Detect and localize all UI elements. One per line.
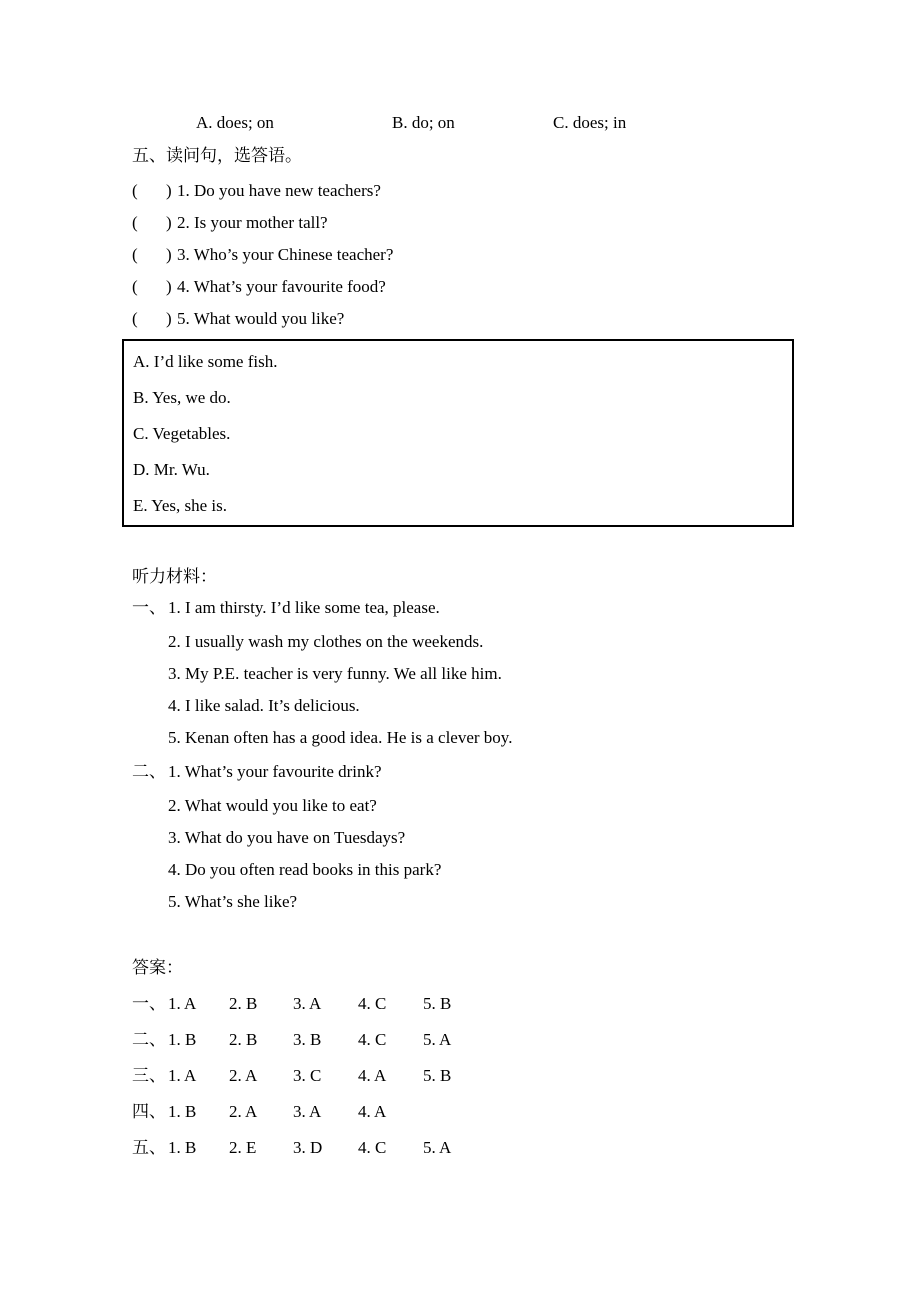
answer-key-item: 1. A — [168, 1066, 197, 1085]
listening-item: 1. What’s your favourite drink? — [168, 762, 382, 781]
answer-key-row — [0, 1066, 920, 1086]
answer-key-item: 5. B — [423, 1066, 452, 1085]
answer-key-row — [0, 1102, 920, 1122]
answer-key-item: 3. A — [293, 1102, 322, 1121]
answer-key-item: 3. B — [293, 1030, 322, 1049]
question-row — [0, 309, 920, 329]
answer-choice: C. Vegetables. — [133, 424, 231, 443]
answer-choice: A. I’d like some fish. — [133, 352, 278, 371]
answer-key-row — [0, 1030, 920, 1050]
answer-paren-open: ( — [132, 245, 138, 264]
answer-key-item: 2. A — [229, 1066, 258, 1085]
answer-paren-open: ( — [132, 277, 138, 296]
answer-key-item: 1. B — [168, 1030, 197, 1049]
listening-item: 4. I like salad. It’s delicious. — [168, 696, 360, 715]
answer-key-item: 2. B — [229, 1030, 258, 1049]
listening-heading: 听力材料： — [132, 567, 217, 586]
answer-paren-close: ) — [166, 213, 172, 232]
answer-key-label: 一、 — [132, 994, 166, 1013]
answer-key-label: 三、 — [132, 1066, 166, 1085]
question-row — [0, 213, 920, 233]
question-row — [0, 277, 920, 297]
question-text: 5. What would you like? — [177, 309, 345, 328]
answer-key-item: 5. A — [423, 1138, 452, 1157]
answer-key-item: 1. A — [168, 994, 197, 1013]
answer-key-item: 3. D — [293, 1138, 323, 1157]
answer-key-item: 1. B — [168, 1102, 197, 1121]
answer-key-label: 二、 — [132, 1030, 166, 1049]
answer-key-item: 4. C — [358, 1030, 387, 1049]
listening-item: 2. What would you like to eat? — [168, 796, 377, 815]
option-b: B. do; on — [392, 113, 455, 132]
answer-key-row — [0, 994, 920, 1014]
answer-key-label: 五、 — [132, 1138, 166, 1157]
question-text: 4. What’s your favourite food? — [177, 277, 386, 296]
answer-key-item: 4. A — [358, 1102, 387, 1121]
answer-key-item: 5. B — [423, 994, 452, 1013]
answer-paren-open: ( — [132, 181, 138, 200]
answer-key-item: 1. B — [168, 1138, 197, 1157]
answer-key-item: 4. A — [358, 1066, 387, 1085]
answer-key-item: 3. C — [293, 1066, 322, 1085]
question-text: 2. Is your mother tall? — [177, 213, 328, 232]
answer-paren-close: ) — [166, 245, 172, 264]
answer-paren-close: ) — [166, 309, 172, 328]
answer-key-row — [0, 1138, 920, 1158]
question-text: 1. Do you have new teachers? — [177, 181, 381, 200]
answer-paren-open: ( — [132, 309, 138, 328]
question-text: 3. Who’s your Chinese teacher? — [177, 245, 394, 264]
answer-key-item: 4. C — [358, 1138, 387, 1157]
option-a: A. does; on — [196, 113, 274, 132]
listening-item: 5. Kenan often has a good idea. He is a clever boy. — [168, 728, 513, 747]
listening-part2-label: 二、 — [132, 762, 166, 781]
listening-item: 3. My P.E. teacher is very funny. We all like him. — [168, 664, 502, 683]
answer-paren-close: ) — [166, 181, 172, 200]
answer-choice: E. Yes, she is. — [133, 496, 227, 515]
answer-choices-box — [122, 339, 794, 527]
answer-key-item: 2. E — [229, 1138, 257, 1157]
answer-paren-close: ) — [166, 277, 172, 296]
answer-choice: B. Yes, we do. — [133, 388, 231, 407]
answer-key-item: 2. A — [229, 1102, 258, 1121]
answer-key-item: 5. A — [423, 1030, 452, 1049]
listening-item: 2. I usually wash my clothes on the weekends. — [168, 632, 484, 651]
listening-part1-label: 一、 — [132, 598, 166, 617]
answer-key-heading: 答案： — [132, 958, 183, 977]
listening-item: 3. What do you have on Tuesdays? — [168, 828, 406, 847]
listening-item: 5. What’s she like? — [168, 892, 298, 911]
answer-key-item: 3. A — [293, 994, 322, 1013]
answer-choice: D. Mr. Wu. — [133, 460, 210, 479]
listening-item: 4. Do you often read books in this park? — [168, 860, 442, 879]
section5-heading: 五、读问句，选答语。 — [132, 146, 302, 165]
answer-paren-open: ( — [132, 213, 138, 232]
answer-key-label: 四、 — [132, 1102, 166, 1121]
question-row — [0, 181, 920, 201]
listening-item: 1. I am thirsty. I’d like some tea, please. — [168, 598, 440, 617]
question-row — [0, 245, 920, 265]
option-c: C. does; in — [553, 113, 627, 132]
answer-key-item: 2. B — [229, 994, 258, 1013]
answer-key-item: 4. C — [358, 994, 387, 1013]
